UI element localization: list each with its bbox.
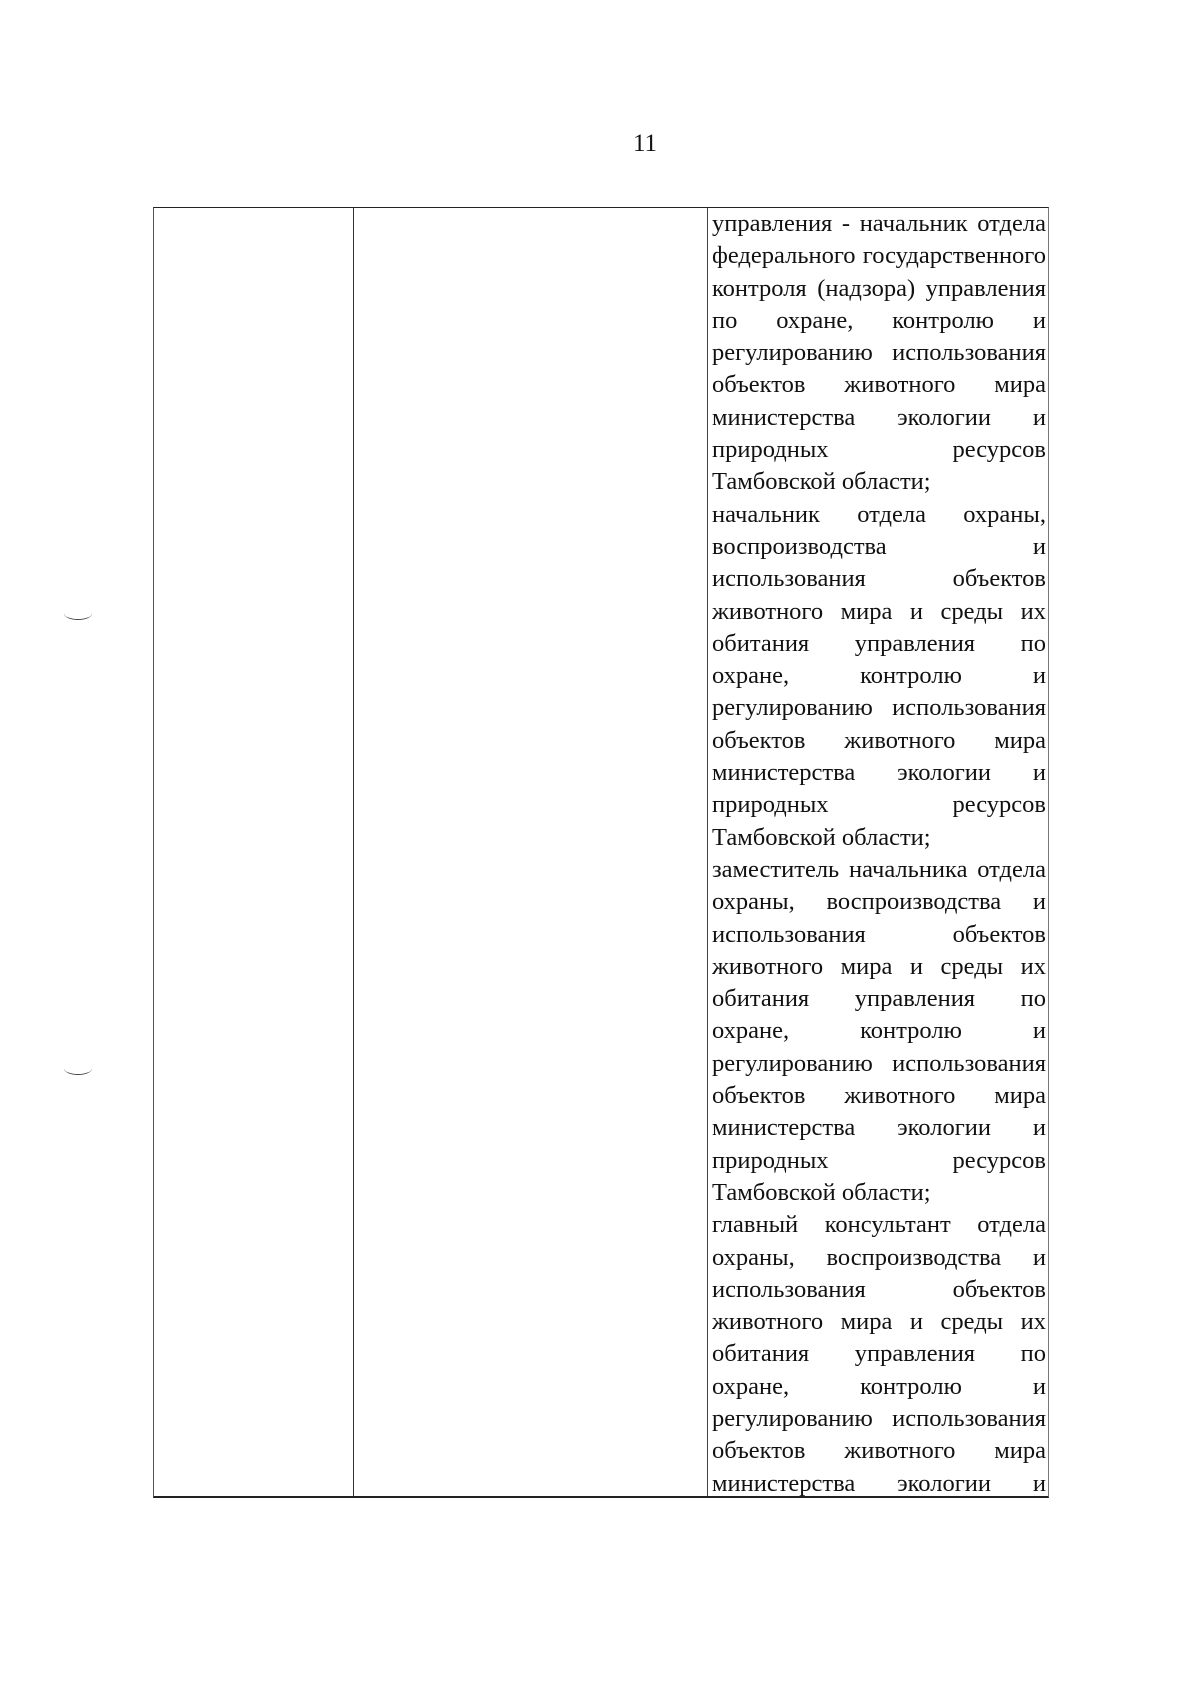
- text-line: животного мира и среды их: [712, 952, 1046, 980]
- text-line: использования объектов: [712, 920, 1046, 948]
- text-line: Тамбовской области;: [712, 1178, 931, 1206]
- text-line: заместитель начальника отдела: [712, 855, 1046, 883]
- text-line: Тамбовской области;: [712, 468, 931, 496]
- text-line: объектов животного мира: [712, 726, 1046, 754]
- text-line: обитания управления по: [712, 1340, 1046, 1368]
- text-line: управления - начальник отдела: [712, 210, 1046, 237]
- table-column-2-cell: [354, 208, 708, 1496]
- text-line: регулированию использования: [712, 1049, 1046, 1077]
- table-column-3-cell: [709, 208, 1048, 1496]
- text-line: охране, контролю и: [712, 662, 1046, 690]
- text-line: охране, контролю и: [712, 1017, 1046, 1045]
- text-line: министерства экологии и: [712, 1469, 1046, 1497]
- text-line: воспроизводства и: [712, 532, 1046, 560]
- text-line: главный консультант отдела: [712, 1211, 1046, 1239]
- text-line: министерства экологии и: [712, 759, 1046, 787]
- text-line: контроля (надзора) управления: [712, 274, 1046, 302]
- text-line: объектов животного мира: [712, 371, 1046, 399]
- text-line: природных ресурсов: [712, 1146, 1046, 1174]
- text-line: животного мира и среды их: [712, 1308, 1046, 1336]
- text-line: охраны, воспроизводства и: [712, 1243, 1046, 1271]
- text-line: регулированию использования: [712, 1404, 1046, 1432]
- text-line: природных ресурсов: [712, 436, 1046, 464]
- table-column-1-cell: [154, 208, 354, 1496]
- text-line: использования объектов: [712, 1275, 1046, 1303]
- text-line: охраны, воспроизводства и: [712, 888, 1046, 916]
- positions-list-text: [712, 208, 1046, 1500]
- scan-margin-mark: [64, 1062, 92, 1075]
- text-line: использования объектов: [712, 565, 1046, 593]
- document-table: [153, 207, 1049, 1498]
- text-line: объектов животного мира: [712, 1082, 1046, 1110]
- text-line: министерства экологии и: [712, 1114, 1046, 1142]
- text-line: по охране, контролю и: [712, 306, 1046, 334]
- text-line: объектов животного мира: [712, 1437, 1046, 1465]
- text-line: федерального государственного: [712, 242, 1046, 270]
- text-line: животного мира и среды их: [712, 597, 1046, 625]
- text-line: министерства экологии и: [712, 403, 1046, 431]
- text-line: Тамбовской области;: [712, 823, 931, 851]
- page-number: 11: [632, 130, 658, 157]
- text-line: начальник отдела охраны,: [712, 500, 1046, 528]
- scan-margin-mark: [64, 607, 92, 620]
- text-line: охране, контролю и: [712, 1372, 1046, 1400]
- text-line: обитания управления по: [712, 985, 1046, 1013]
- text-line: регулированию использования: [712, 339, 1046, 367]
- text-line: регулированию использования: [712, 694, 1046, 722]
- text-line: обитания управления по: [712, 629, 1046, 657]
- text-line: природных ресурсов: [712, 791, 1046, 819]
